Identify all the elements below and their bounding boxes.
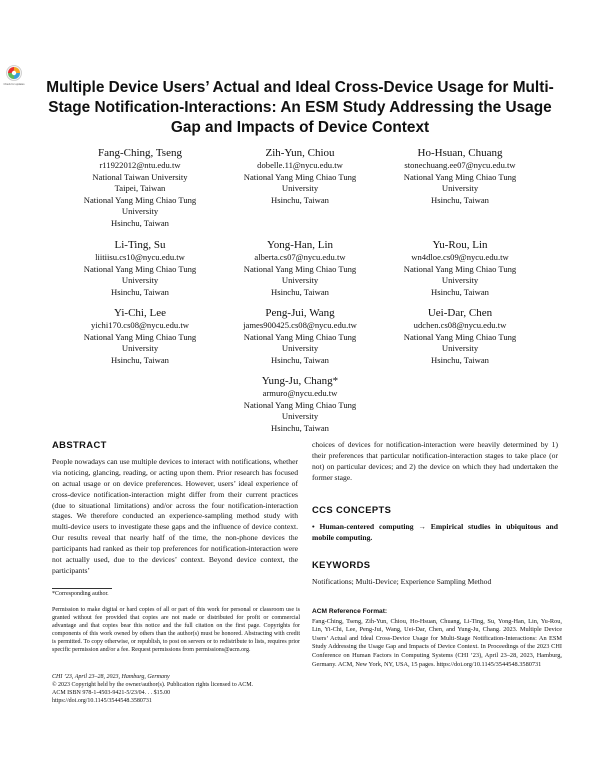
author-affiliation-line: University xyxy=(121,343,159,354)
author-affiliation-line: National Yang Ming Chiao Tung xyxy=(403,263,517,274)
author-affiliation-line: University xyxy=(281,343,319,354)
author-affiliation-line: National Yang Ming Chiao Tung xyxy=(83,331,197,342)
ccs-section xyxy=(312,505,558,544)
author-email[interactable]: armuro@nycu.edu.tw xyxy=(262,388,338,398)
author-email[interactable]: wn4dloe.cs09@nycu.edu.tw xyxy=(411,252,509,262)
author-affiliation-line: University xyxy=(441,343,479,354)
author-email[interactable]: r11922012@ntu.edu.tw xyxy=(99,160,181,170)
ccs-text: • Human-centered computing → Empirical studies in ubiquitous and mobile computing. xyxy=(312,521,558,542)
author-block xyxy=(375,306,545,366)
check-for-updates-icon xyxy=(4,64,24,92)
author-affiliation-line: Hsinchu, Taiwan xyxy=(271,354,329,365)
author-email[interactable]: dobelle.11@nycu.edu.tw xyxy=(257,160,343,170)
author-affiliation-line: National Yang Ming Chiao Tung xyxy=(243,399,357,410)
doi-link[interactable]: https://doi.org/10.1145/3544548.3580731 xyxy=(52,698,152,705)
author-affiliation-line: Hsinchu, Taiwan xyxy=(271,286,329,297)
paper-title: Multiple Device Users’ Actual and Ideal Cross-Device Usage for Multi-Stage Notification-Interactions: An ESM Study Addressing the Usage Gap and Impacts of Device Context xyxy=(46,79,554,136)
author-affiliation-line: Hsinchu, Taiwan xyxy=(431,194,489,205)
keywords-text: Notifications; Multi-Device; Experience Sampling Method xyxy=(312,576,492,586)
author-name: Yu-Rou, Lin xyxy=(432,239,488,251)
ccs-heading: CCS CONCEPTS xyxy=(312,504,392,515)
author-affiliation-line: University xyxy=(441,275,479,286)
permission-notice: Permission to make digital or hard copies of all or part of this work for personal or classroom use is granted without fee provided that copies are not made or distributed for profit or commercial advantage and that copies bear this notice and the full citation on the first page. Copyrights for components of this work owned by others than the author(s) must be honored. Abstracting with credit is permitted. To copy otherwise, or republish, to post on servers or to redistribute to lists, requires prior specific permission and/or a fee. Request permissions from permissions@acm.org. xyxy=(52,607,300,654)
acm-reference-text: Fang-Ching, Tseng, Zih-Yun, Chiou, Ho-Hsuan, Chuang, Li-Ting, Su, Yong-Han, Lin, Yu-Rou, Lin, Yi-Chi, Lee, Peng-Jui, Wang, Uei-Dar, Chen, and Yung-Ju, Chang. 2023. Multiple Device Users’ Actual and Ideal Cross-Device Usage for Multi-Stage Notification-Interactions: An ESM Study Addressing the Usage Gap and Impacts of Device Context. In Proceedings of the 2023 CHI Conference on Human Factors in Computing Systems (CHI ’23), April 23–28, 2023, Hamburg, Germany. ACM, New York, NY, USA, 15 pages. https://doi.org/10.1145/3544548.3580731 xyxy=(312,617,562,668)
author-affiliation-line: National Yang Ming Chiao Tung xyxy=(243,331,357,342)
author-affiliation-line: Taipei, Taiwan xyxy=(114,183,166,194)
author-affiliation-line: Hsinchu, Taiwan xyxy=(111,354,169,365)
author-name: Fang-Ching, Tseng xyxy=(98,147,182,159)
author-name: Li-Ting, Su xyxy=(114,239,166,251)
author-affiliation-line: University xyxy=(281,411,319,422)
author-block xyxy=(215,374,385,434)
author-email[interactable]: liitiisu.cs10@nycu.edu.tw xyxy=(95,252,185,262)
abstract-continued: choices of devices for notification-interaction were heavily determined by 1) their preferences that particular notification-interaction stages to take place (or not) on particular devices; and 2) the device on which they had undertaken the former stage. xyxy=(312,440,558,482)
author-affiliation-line: Hsinchu, Taiwan xyxy=(111,217,169,228)
author-affiliation-line: National Yang Ming Chiao Tung xyxy=(83,194,197,205)
keywords-section xyxy=(312,560,558,588)
author-affiliation-line: University xyxy=(441,183,479,194)
abstract-heading: ABSTRACT xyxy=(52,439,107,450)
author-email[interactable]: udchen.cs08@nycu.edu.tw xyxy=(413,320,507,330)
author-affiliation-line: University xyxy=(281,183,319,194)
author-block xyxy=(215,146,385,206)
author-affiliation-line: University xyxy=(121,206,159,217)
author-affiliation-line: Hsinchu, Taiwan xyxy=(271,194,329,205)
author-name: Ho-Hsuan, Chuang xyxy=(417,147,503,159)
acm-reference-section xyxy=(312,608,562,669)
author-affiliation-line: National Yang Ming Chiao Tung xyxy=(403,331,517,342)
corresponding-author-note: *Corresponding author. xyxy=(52,591,109,597)
author-block xyxy=(55,146,225,230)
author-name: Yong-Han, Lin xyxy=(266,239,334,251)
author-block xyxy=(55,238,225,298)
check-for-updates-badge[interactable] xyxy=(4,64,24,92)
footnote-rule xyxy=(52,588,112,589)
keywords-heading: KEYWORDS xyxy=(312,559,371,570)
author-affiliation-line: National Taiwan University xyxy=(92,171,188,182)
author-email[interactable]: james900425.cs08@nycu.edu.tw xyxy=(243,320,357,330)
check-for-updates-label: Check for updates xyxy=(3,83,25,86)
author-name: Peng-Jui, Wang xyxy=(265,307,335,319)
author-block xyxy=(215,306,385,366)
conference-info xyxy=(52,673,300,705)
author-affiliation-line: Hsinchu, Taiwan xyxy=(431,286,489,297)
author-affiliation-line: University xyxy=(121,275,159,286)
author-email[interactable]: stonechuang.ee07@nycu.edu.tw xyxy=(404,160,516,170)
author-affiliation-line: National Yang Ming Chiao Tung xyxy=(83,263,197,274)
acm-reference-heading: ACM Reference Format: xyxy=(312,608,388,615)
author-block xyxy=(375,146,545,206)
isbn-line: ACM ISBN 978-1-4503-9421-5/23/04. . . $15.00 xyxy=(52,690,171,697)
author-name: Zih-Yun, Chiou xyxy=(265,147,335,159)
author-block xyxy=(375,238,545,298)
author-affiliation-line: Hsinchu, Taiwan xyxy=(111,286,169,297)
author-affiliation-line: Hsinchu, Taiwan xyxy=(271,422,329,433)
author-name: Yung-Ju, Chang* xyxy=(261,375,339,387)
conference-name: CHI ’23, April 23–28, 2023, Hamburg, Germany xyxy=(52,674,170,680)
author-affiliation-line: National Yang Ming Chiao Tung xyxy=(243,171,357,182)
author-name: Yi-Chi, Lee xyxy=(114,307,166,319)
copyright-line: © 2023 Copyright held by the owner/author(s). Publication rights licensed to ACM. xyxy=(52,682,254,689)
author-block xyxy=(55,306,225,366)
author-affiliation-line: Hsinchu, Taiwan xyxy=(431,354,489,365)
author-block xyxy=(215,238,385,298)
right-column xyxy=(312,440,558,484)
author-name: Uei-Dar, Chen xyxy=(427,307,493,319)
abstract-text: People nowadays can use multiple devices to interact with notifications, whether via noticing, glancing, reading, or acting upon them. Prior research has focused on actual usage or on device preferences. However, users’ ideal experience of cross-device notification-interaction might differ from their current practices (due to situational limitations) and/or across the four notification-interaction stages. We therefore conducted an experience-sampling method study with multi-device users to investigate these gaps and the influence of device context. Our results reveal that nearly half of the time, the non-phone devices the participants had ranked as their top preferences for notification-interaction were not actually used, due to the devices’ context. Beyond device context, the participants’ xyxy=(52,456,298,575)
author-affiliation-line: National Yang Ming Chiao Tung xyxy=(403,171,517,182)
author-affiliation-line: University xyxy=(281,275,319,286)
author-email[interactable]: alberta.cs07@nycu.edu.tw xyxy=(254,252,346,262)
author-email[interactable]: yichi170.cs08@nycu.edu.tw xyxy=(91,320,189,330)
author-affiliation-line: National Yang Ming Chiao Tung xyxy=(243,263,357,274)
abstract-section xyxy=(52,440,298,577)
